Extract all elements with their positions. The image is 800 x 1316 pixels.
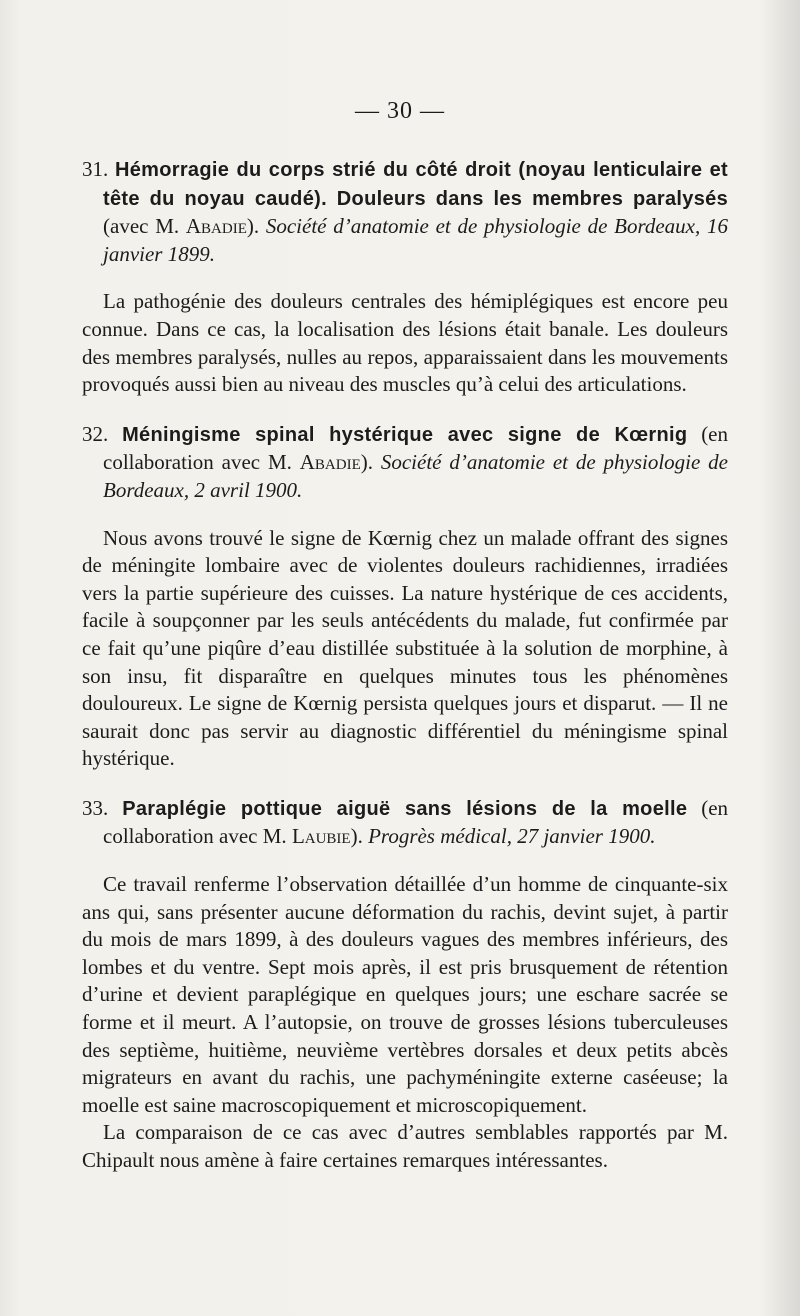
bibliography-entry [82, 156, 728, 399]
entry-collaborator: Abadie [185, 214, 247, 239]
entry-number: 32. [82, 421, 109, 446]
entry-title: Méningisme spinal hystérique avec signe de Kœrnig [122, 423, 688, 446]
entry-collaborator: Laubie [291, 824, 351, 849]
entry-paragraph: La pathogénie des douleurs centrales des hémiplégiques est encore peu connue. Dans ce cas, la localisation des lésions était banale. Les douleurs des membres paralysés, nulles au repos, apparaissaient dans les mouvements provoqués aussi bien au niveau des muscles qu’à celui des articulations. [82, 289, 728, 397]
entry-collab-prefix: (en collaboration avec M. [103, 795, 729, 849]
entry-number: 33. [82, 795, 109, 820]
entry-number: 31. [82, 157, 109, 181]
entry-title: Hémorragie du corps strié du côté droit (noyau lenticulaire et tête du noyau caudé). Douleurs dans les membres paralysés [103, 159, 728, 210]
entry-paragraph: Nous avons trouvé le signe de Kœrnig chez un malade offrant des signes de méningite lombaire avec de violentes douleurs rachidiennes, irradiées vers la partie supérieure des cuisses. La nature hystérique de ces accidents, facile à soupçonner par les seuls antécédents du malade, fut confirmée par ce fait qu’une piqûre d’eau distillée substituée à la solution de morphine, à son insu, fit disparaître en quelques minutes tous les phénomènes douloureux. Le signe de Kœrnig persista quelques jours et disparut. — Il ne saurait donc pas servir au diagnostic différentiel du méningisme spinal hystérique. [82, 525, 728, 771]
entry-reference: Société d’anatomie et de physiologie de Bordeaux, 16 janvier 1899. [103, 214, 728, 266]
entry-collab-prefix: (en collaboration avec M. [103, 421, 729, 475]
entry-paragraph: Ce travail renferme l’observation détaillée d’un homme de cinquante-six ans qui, sans présenter aucune déformation du rachis, devint sujet, à partir du mois de mars 1899, à des douleurs vagues des membres inférieurs, des lombes et du ventre. Sept mois après, il est pris brusquement de rétention d’urine et devient paraplégique en quelques jours; une eschare sacrée se forme et il meurt. A l’autopsie, on trouve de grosses lésions tuberculeuses des septième, huitième, neuvième vertèbres dorsales et deux petits abcès migrateurs en avant du rachis, une pachyméningite externe caséeuse; la moelle est saine macroscopiquement et microscopiquement. [82, 872, 728, 1117]
entry-paragraph: La comparaison de ce cas avec d’autres semblables rapportés par M. Chipault nous amène à faire certaines remarques intéressantes. [82, 1120, 728, 1172]
page-number: — 30 — [355, 98, 445, 124]
entry-collab-suffix: ). [246, 214, 266, 239]
bibliography-entry [82, 795, 728, 1175]
entry-collab-suffix: ). [360, 450, 381, 475]
entry-heading [82, 156, 728, 268]
entry-collab-prefix: (avec M. [103, 214, 186, 239]
bibliography-entry [82, 421, 728, 773]
entry-title: Paraplégie pottique aiguë sans lésions de la moelle [122, 797, 688, 820]
entry-heading [82, 795, 728, 851]
entry-reference: Progrès médical, 27 janvier 1900. [368, 824, 656, 849]
entry-collab-suffix: ). [350, 824, 369, 849]
entry-heading [82, 421, 728, 505]
page-body [82, 150, 728, 1175]
entry-collaborator: Abadie [299, 450, 361, 475]
entry-reference: Société d’anatomie et de physiologie de Bordeaux, 2 avril 1900. [103, 450, 728, 502]
